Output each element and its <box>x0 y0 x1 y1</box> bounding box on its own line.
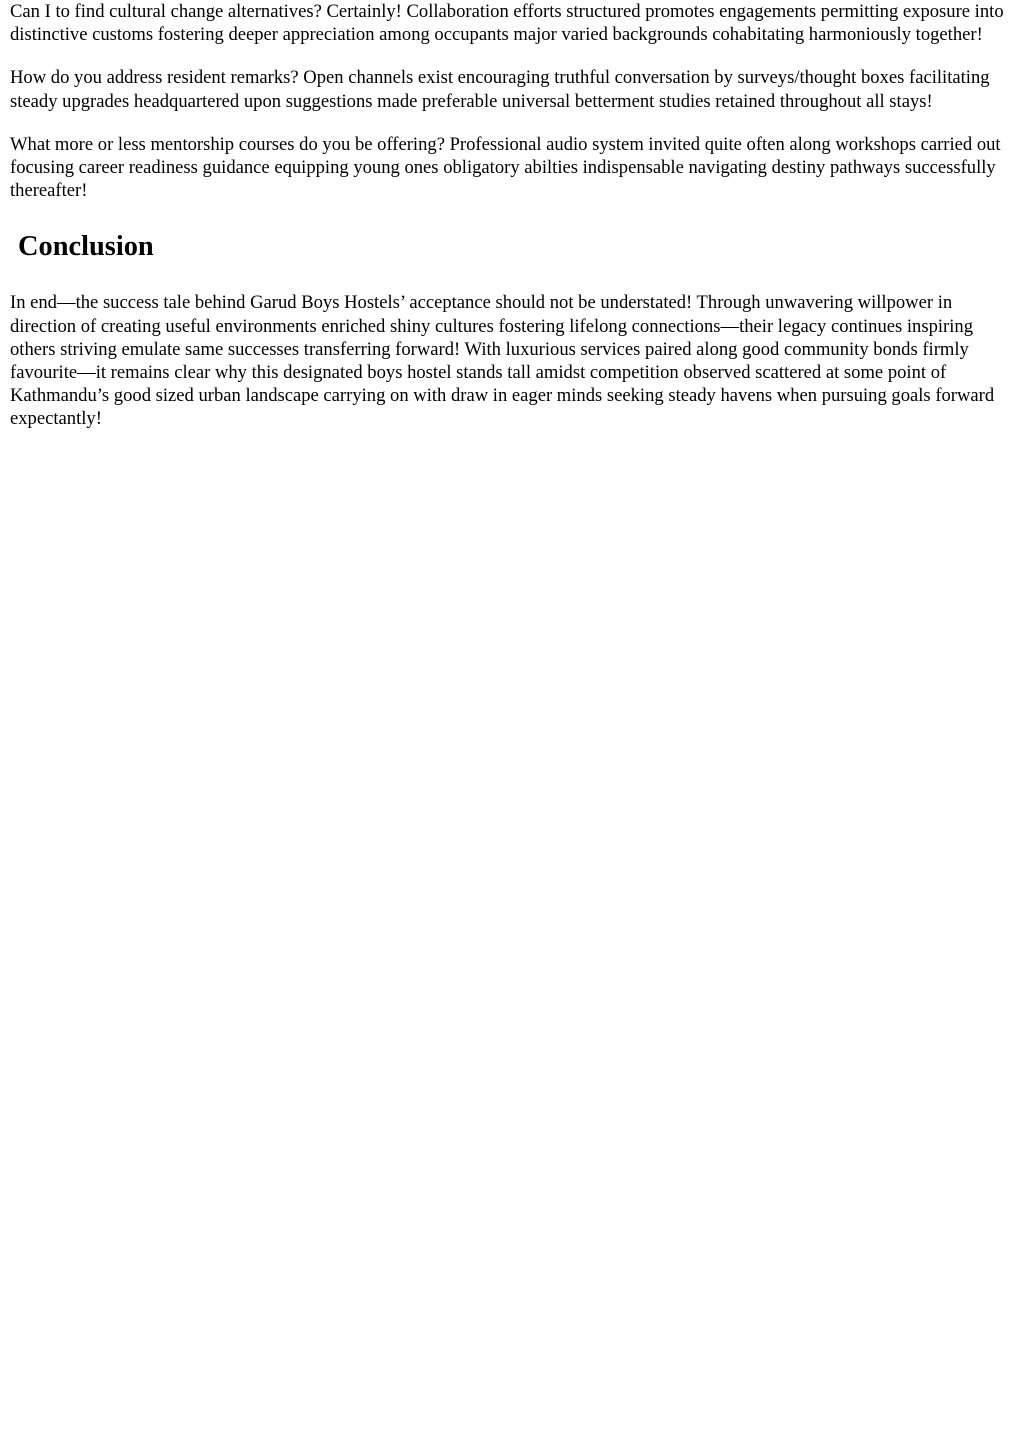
conclusion-heading: Conclusion <box>18 231 154 263</box>
conclusion-paragraph: In end—the success tale behind Garud Boys Hostels’ acceptance should not be understated! Through unwavering willpower in direction of creating useful environments enriched shiny cultures fostering lifelong connections—their legacy continues inspiring others striving emulate same successes transferring forward! With luxurious services paired along good community bonds firmly favourite—it remains clear why this designated boys hostel stands tall amidst competition observed scattered at some point of Kathmandu’s good sized urban landscape carrying on with draw in eager minds seeking steady havens when pursuing goals forward expectantly! <box>10 292 995 430</box>
article-body <box>10 0 1016 451</box>
faq-paragraph-cultural-exchange: Can I to find cultural change alternatives? Certainly! Collaboration efforts structured promotes engagements permitting exposure into distinctive customs fostering deeper appreciation among occupants major varied backgrounds cohabitating harmoniously together! <box>10 1 1004 46</box>
faq-paragraph-mentorship: What more or less mentorship courses do you be offering? Professional audio system invited quite often along workshops carried out focusing career readiness guidance equipping young ones obligatory abilties indispensable navigating destiny pathways successfully thereafter! <box>10 133 1001 202</box>
faq-paragraph-resident-remarks: How do you address resident remarks? Open channels exist encouraging truthful conversation by surveys/thought boxes facilitating steady upgrades headquartered upon suggestions made preferable universal betterment studies retained throughout all stays! <box>10 67 990 112</box>
